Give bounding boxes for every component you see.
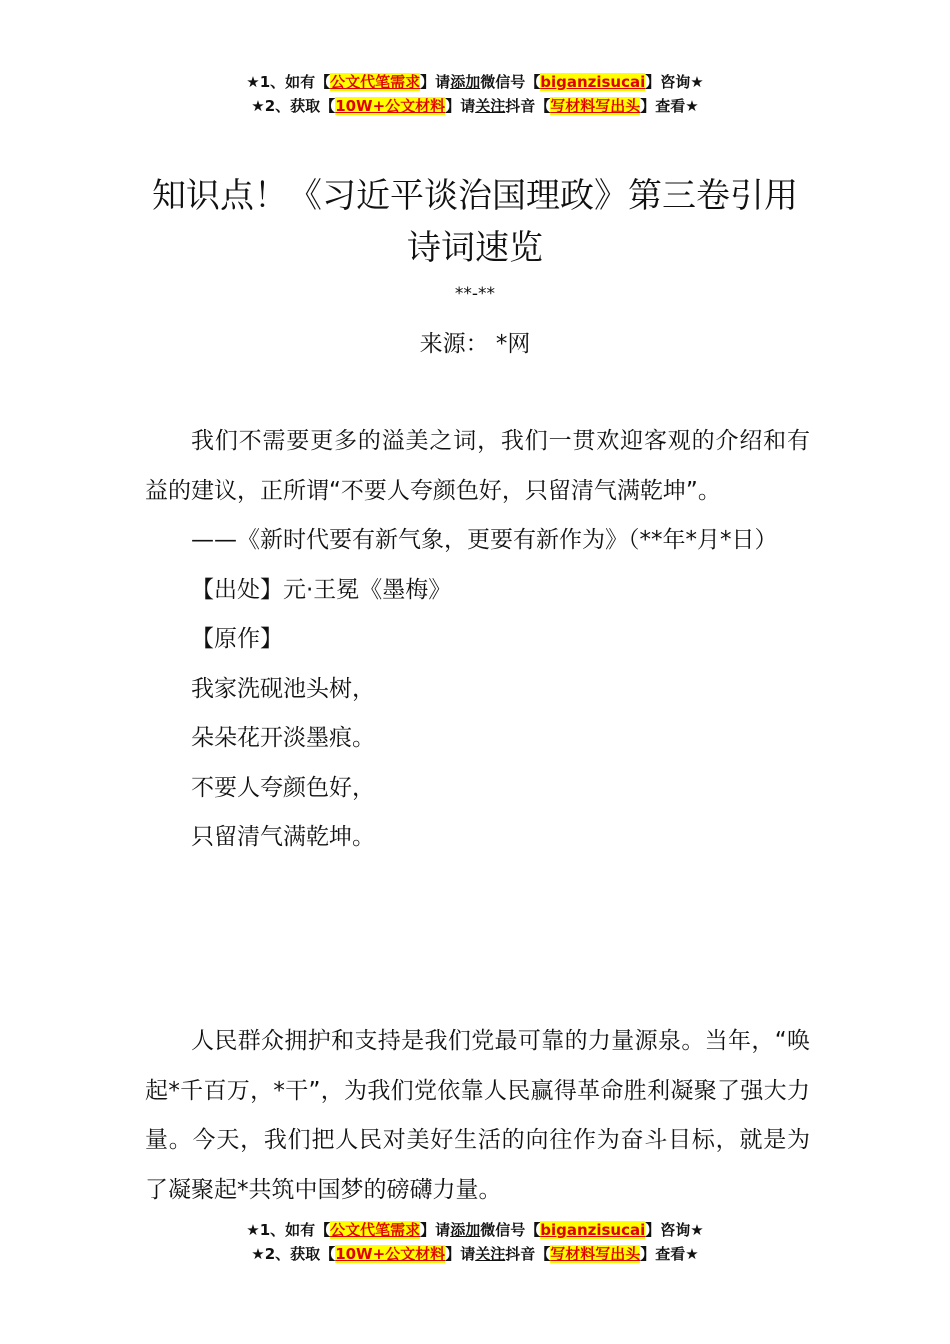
- poem-line: 只留清气满乾坤。: [191, 824, 375, 850]
- document-body-section-1: [145, 417, 810, 863]
- document-title: 知识点！《习近平谈治国理政》第三卷引用诗词速览: [152, 176, 798, 268]
- document-source: 来源： *网: [419, 331, 531, 357]
- banner-highlight-douyin: 写材料写出头: [550, 1245, 641, 1263]
- banner-highlight-materials: 10W+公文材料: [335, 1245, 446, 1263]
- footer-banner: [0, 1218, 950, 1266]
- origin-line: 【出处】元·王冕《墨梅》: [191, 576, 452, 603]
- original-label: 【原作】: [191, 626, 283, 652]
- banner-line-1: ★1、如有【公文代笔需求】请添加微信号【biganzisucai】咨询★: [246, 73, 704, 91]
- poem-line: 朵朵花开淡墨痕。: [191, 725, 375, 751]
- body-paragraph: 人民群众拥护和支持是我们党最可靠的力量源泉。当年，“唤起*千百万，*干”，为我们党依靠人民赢得革命胜利凝聚了强大力量。今天，我们把人民对美好生活的向往作为奋斗目标，就是为了凝聚起*共筑中国梦的磅礴力量。: [145, 1028, 810, 1203]
- banner-line-1: ★1、如有【公文代笔需求】请添加微信号【biganzisucai】咨询★: [246, 1221, 704, 1239]
- citation: ——《新时代要有新气象，更要有新作为》（**年*月*日）: [191, 527, 778, 553]
- banner-highlight-service: 公文代笔需求: [330, 73, 421, 91]
- document-body-section-2: [145, 1017, 810, 1215]
- poem-line: 我家洗砚池头树，: [191, 675, 375, 702]
- banner-highlight-wechat: biganzisucai: [540, 1221, 646, 1239]
- banner-line-2: ★2、获取【10W+公文材料】请关注抖音【写材料写出头】查看★: [251, 1245, 699, 1263]
- banner-highlight-douyin: 写材料写出头: [550, 97, 641, 115]
- banner-line-2: ★2、获取【10W+公文材料】请关注抖音【写材料写出头】查看★: [251, 97, 699, 115]
- document-date: **-**: [454, 284, 496, 304]
- banner-highlight-wechat: biganzisucai: [540, 73, 646, 91]
- header-banner: [0, 70, 950, 118]
- body-paragraph: 我们不需要更多的溢美之词，我们一贯欢迎客观的介绍和有益的建议，正所谓“不要人夸颜色好，只留清气满乾坤”。: [145, 428, 810, 504]
- poem-line: 不要人夸颜色好，: [191, 774, 375, 801]
- banner-highlight-materials: 10W+公文材料: [335, 97, 446, 115]
- banner-highlight-service: 公文代笔需求: [330, 1221, 421, 1239]
